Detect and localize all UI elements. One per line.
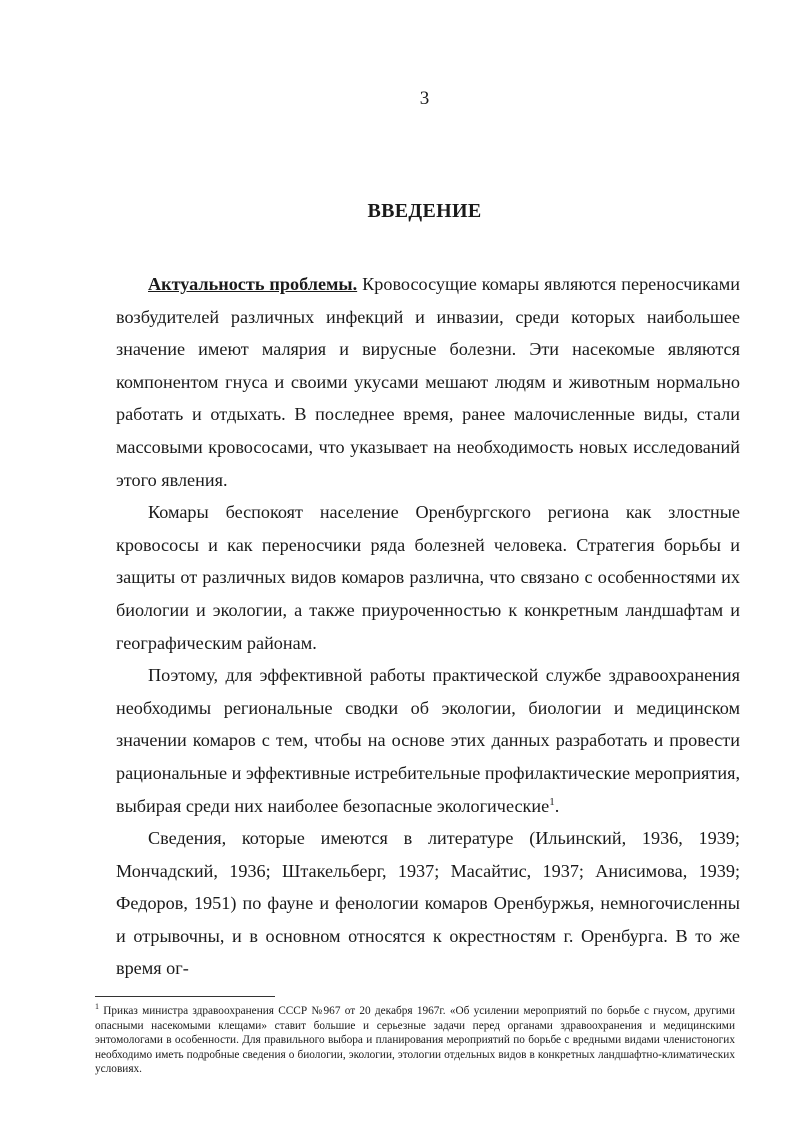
footnote-marker: 1	[95, 1002, 99, 1012]
section-title: ВВЕДЕНИЕ	[367, 200, 482, 222]
footnote-text: Приказ министра здравоохранения СССР №967 от 20 декабря 1967г. «Об усилении мероприятий по борьбе с гнусом, другими опасными насекомыми клещами» ставит большие и серьезные задачи перед органами здравоохранения и медицинскими энтомологами в особенности. Для правильного выбора и планирования мероприятий по борьбе с вредными видами членистоногих необходимо иметь подробные сведения о биологии, экологии, этологии отдельных видов в конкретных ландшафтно-климатических условиях.	[95, 1005, 735, 1076]
footnote-divider	[95, 996, 275, 997]
paragraph-lead: Актуальность проблемы.	[148, 274, 358, 294]
body-text	[116, 268, 740, 985]
page-number: 3	[419, 88, 430, 109]
paragraph-text: Кровососущие комары являются переносчиками возбудителей различных инфекций и инвазии, среди которых наибольшее значение имеют малярия и вирусные болезни. Эти насекомые являются компонентом гнуса и своими укусами мешают людям и животным нормально работать и отдыхать. В последнее время, ранее малочисленные виды, стали массовыми кровососами, что указывает на необходимость новых исследований этого явления.	[116, 274, 740, 490]
footnote-reference: 1	[549, 795, 555, 808]
paragraph-relevance	[116, 268, 740, 496]
paragraph-region: Комары беспокоят население Оренбургского региона как злостные кровососы и как переносчики ряда болезней человека. Стратегия борьбы и защиты от различных видов комаров различна, что связано с особенностями их биологии и экологии, а также приуроченностью к конкретным ландшафтам и географическим районам.	[116, 502, 740, 653]
paragraph-literature: Сведения, которые имеются в литературе (Ильинский, 1936, 1939; Мончадский, 1936; Штакельберг, 1937; Масайтис, 1937; Анисимова, 1939; Федоров, 1951) по фауне и фенологии комаров Оренбуржья, немногочисленны и отрывочны, и в основном относятся к окрестностям г. Оренбурга. В то же время ог-	[116, 828, 740, 979]
footnote	[95, 1004, 735, 1077]
paragraph-end: .	[554, 795, 560, 816]
paragraph-health-service	[116, 659, 740, 822]
paragraph-text: Поэтому, для эффективной работы практической службе здравоохранения необходимы региональные сводки об экологии, биологии и медицинском значении комаров с тем, чтобы на основе этих данных разработать и провести рациональные и эффективные истребительные профилактические мероприятия, выбирая среди них наиболее безопасные экологические	[116, 665, 740, 816]
